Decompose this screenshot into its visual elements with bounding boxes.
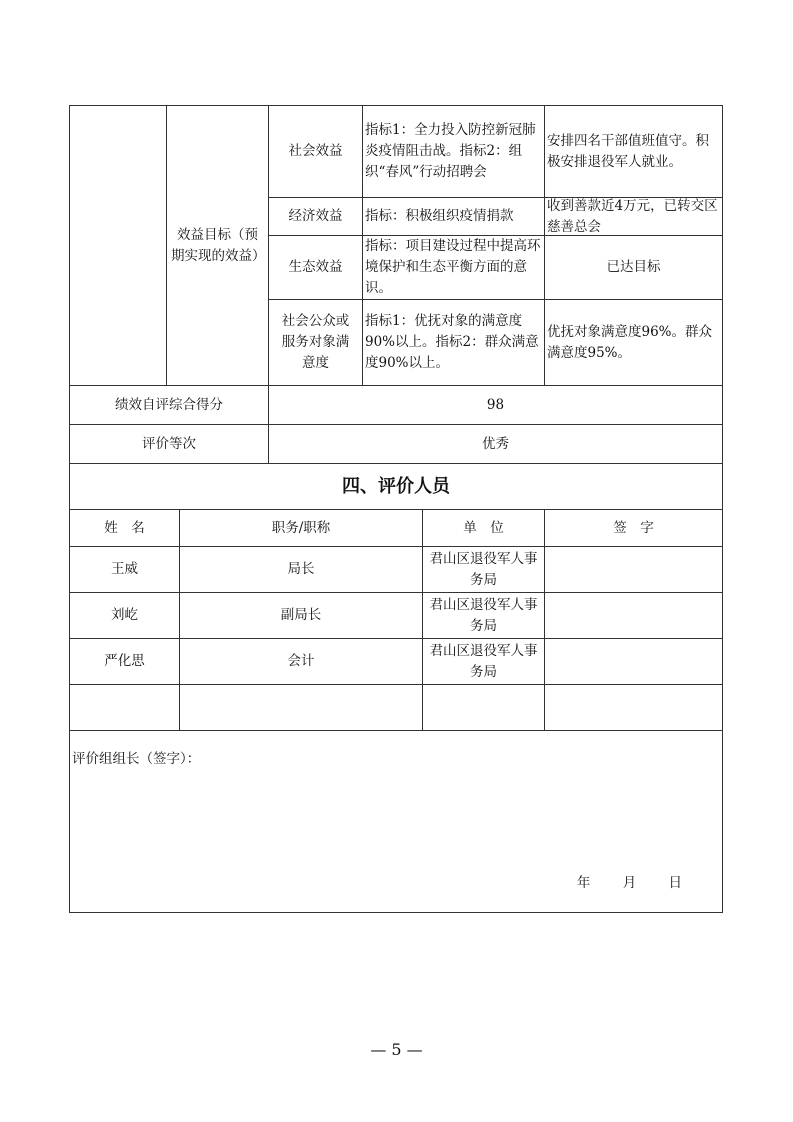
benefit-indicator: 指标：项目建设过程中提高环境保护和生态平衡方面的意识。 — [362, 235, 545, 300]
empty-cell — [179, 684, 423, 731]
grade-value: 优秀 — [268, 424, 723, 464]
benefit-category: 效益目标（预期实现的效益） — [166, 105, 269, 386]
person-signature — [544, 546, 723, 593]
person-title: 会计 — [179, 638, 423, 685]
person-name: 刘屹 — [69, 592, 180, 639]
score-value: 98 — [268, 385, 723, 425]
header-title: 职务/职称 — [179, 509, 423, 547]
benefit-result: 安排四名干部值班值守。积极安排退役军人就业。 — [544, 105, 723, 198]
benefit-indicator: 指标：积极组织疫情捐款 — [362, 197, 545, 236]
benefit-name: 社会公众或服务对象满意度 — [268, 299, 363, 386]
benefit-result: 已达目标 — [544, 235, 723, 300]
benefit-result: 收到善款近4万元，已转交区慈善总会 — [544, 197, 723, 236]
benefit-result: 优抚对象满意度96%。群众满意度95%。 — [544, 299, 723, 386]
grade-label: 评价等次 — [69, 424, 269, 464]
header-unit: 单 位 — [422, 509, 545, 547]
empty-cell — [422, 684, 545, 731]
page-number: — 5 — — [370, 1040, 423, 1059]
date-line: 年 月 日 — [576, 875, 682, 891]
benefit-name: 经济效益 — [268, 197, 363, 236]
person-unit: 君山区退役军人事务局 — [422, 638, 545, 685]
benefit-name: 社会效益 — [268, 105, 363, 198]
empty-cell — [69, 684, 180, 731]
person-signature — [544, 592, 723, 639]
benefit-indicator: 指标1：优抚对象的满意度90%以上。指标2：群众满意度90%以上。 — [362, 299, 545, 386]
empty-cell — [69, 105, 167, 386]
leader-signature-box — [69, 730, 723, 913]
empty-cell — [544, 684, 723, 731]
leader-label: 评价组组长（签字）： — [72, 751, 201, 767]
header-name: 姓 名 — [69, 509, 180, 547]
score-label: 绩效自评综合得分 — [69, 385, 269, 425]
person-signature — [544, 638, 723, 685]
person-title: 副局长 — [179, 592, 423, 639]
header-signature: 签 字 — [544, 509, 723, 547]
person-title: 局长 — [179, 546, 423, 593]
person-name: 严化思 — [69, 638, 180, 685]
section-title: 四、评价人员 — [69, 463, 723, 510]
benefit-indicator: 指标1：全力投入防控新冠肺炎疫情阻击战。指标2：组织“春风”行动招聘会 — [362, 105, 545, 198]
benefit-name: 生态效益 — [268, 235, 363, 300]
person-unit: 君山区退役军人事务局 — [422, 546, 545, 593]
person-name: 王威 — [69, 546, 180, 593]
person-unit: 君山区退役军人事务局 — [422, 592, 545, 639]
